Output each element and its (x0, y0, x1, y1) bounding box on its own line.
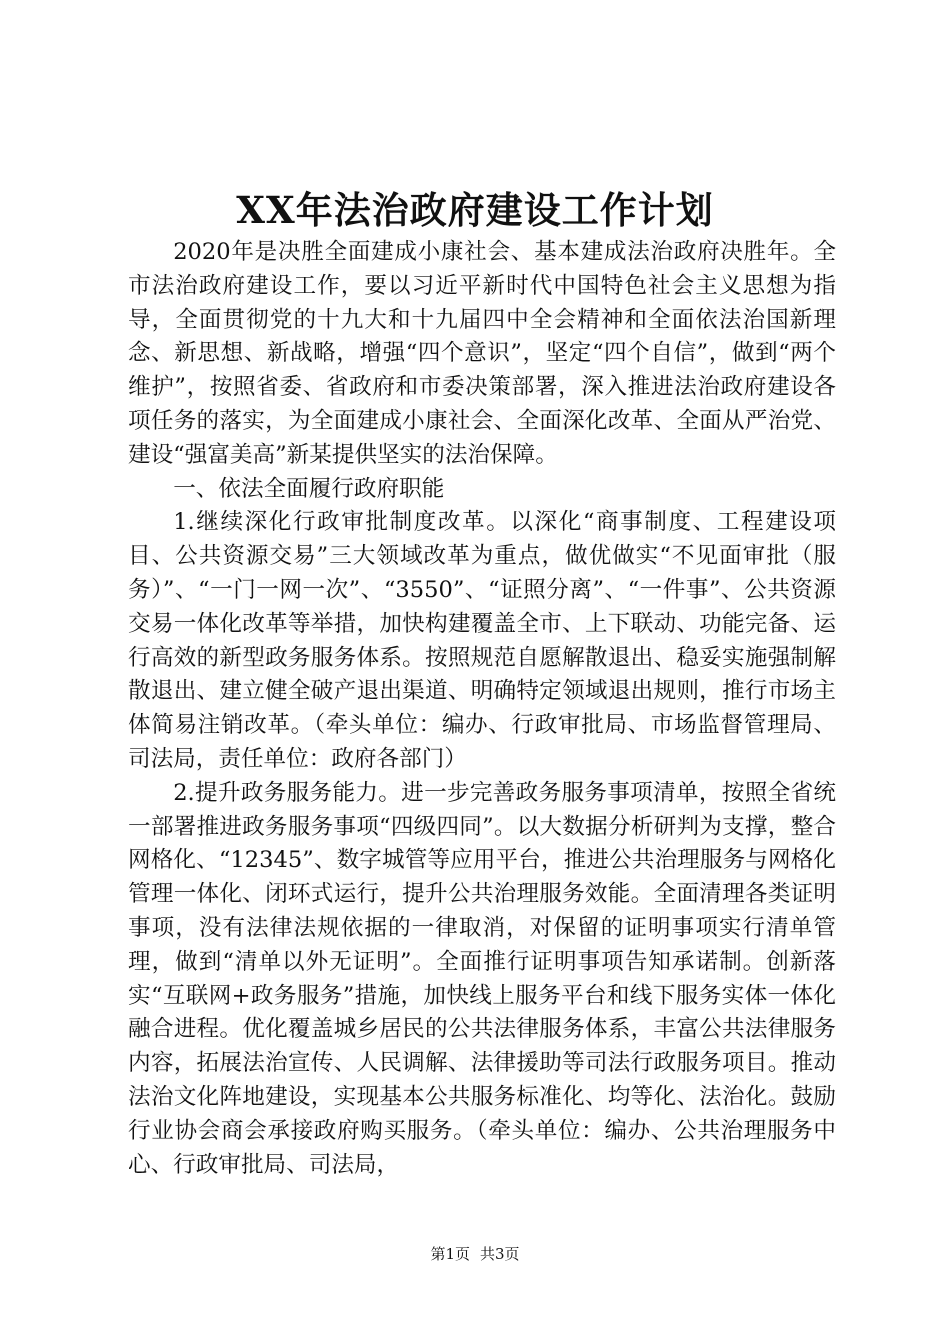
document-title: XX年法治政府建设工作计划 (236, 188, 714, 232)
item-paragraph-1: 1.继续深化行政审批制度改革。以深化“商事制度、工程建设项目、公共资源交易”三大领域改革为重点，做优做实“不见面审批（服务）”、“一门一网一次”、“3550”、“证照分离”、“一件事”、公共资源交易一体化改革等举措，加快构建覆盖全市、上下联动、功能完备、运行高效的新型政务服务体系。按照规范自愿解散退出、稳妥实施强制解散退出、建立健全破产退出渠道、明确特定领域退出规则，推行市场主体简易注销改革。（牵头单位：编办、行政审批局、市场监督管理局、司法局，责任单位：政府各部门） (128, 509, 836, 772)
page-total: 共3页 (480, 1245, 520, 1263)
item-paragraph-2: 2.提升政务服务能力。进一步完善政务服务事项清单，按照全省统一部署推进政务服务事项“四级四同”。以大数据分析研判为支撑，整合网格化、“12345”、数字城管等应用平台，推进公共治理服务与网格化管理一体化、闭环式运行，提升公共治理服务效能。全面清理各类证明事项，没有法律法规依据的一律取消，对保留的证明事项实行清单管理，做到“清单以外无证明”。全面推行证明事项告知承诺制。创新落实“互联网+政务服务”措施，加快线上服务平台和线下服务实体一体化融合进程。优化覆盖城乡居民的公共法律服务体系，丰富公共法律服务内容，拓展法治宣传、人民调解、法律援助等司法行政服务项目。推动法治文化阵地建设，实现基本公共服务标准化、均等化、法治化。鼓励行业协会商会承接政府购买服务。（牵头单位：编办、公共治理服务中心、行政审批局、司法局， (128, 779, 836, 1178)
section-heading: 一、依法全面履行政府职能 (173, 475, 445, 502)
page-number: 第1页 (430, 1245, 470, 1263)
intro-paragraph: 2020年是决胜全面建成小康社会、基本建成法治政府决胜年。全市法治政府建设工作，要以习近平新时代中国特色社会主义思想为指导，全面贯彻党的十九大和十九届四中全会精神和全面依法治国新理念、新思想、新战略，增强“四个意识”，坚定“四个自信”，做到“两个维护”，按照省委、省政府和市委决策部署，深入推进法治政府建设各项任务的落实，为全面建成小康社会、全面深化改革、全面从严治党、建设“强富美高”新某提供坚实的法治保障。 (128, 239, 836, 468)
document-body (128, 236, 836, 1182)
page-footer (0, 1243, 950, 1265)
